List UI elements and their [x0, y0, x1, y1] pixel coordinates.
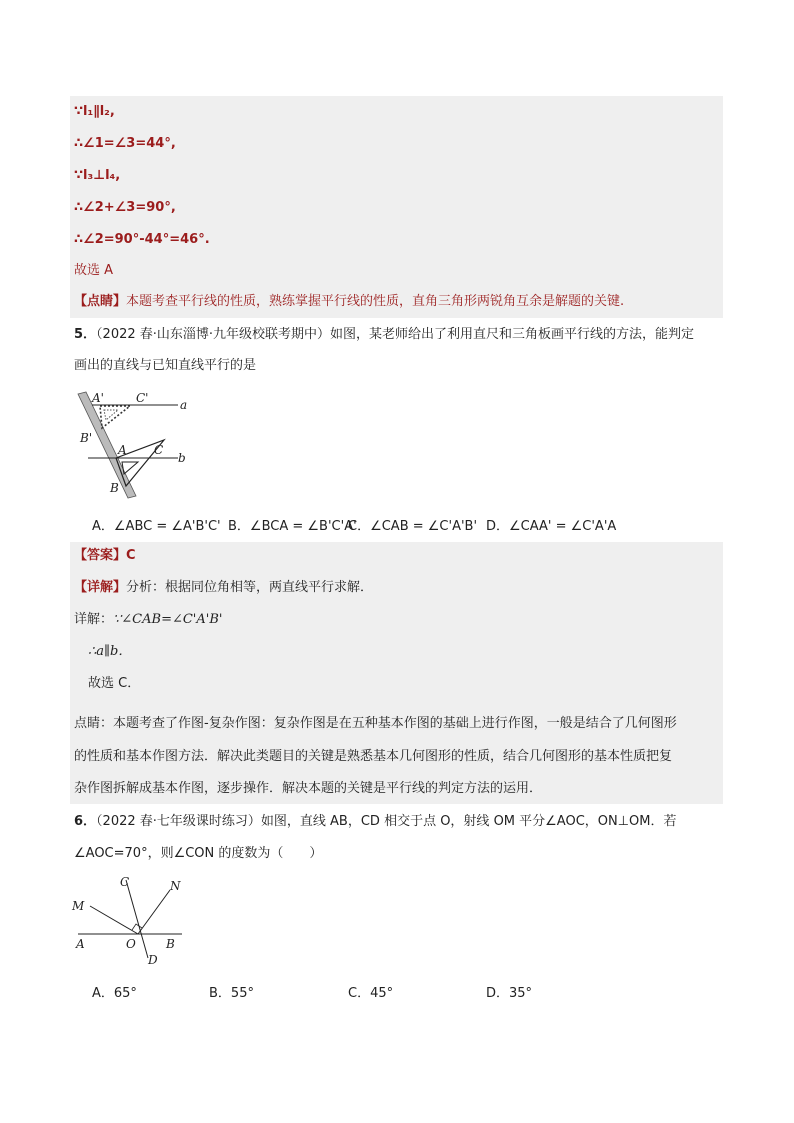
comment-label: 点睛：	[74, 716, 114, 731]
q5-stem-line-1	[74, 325, 694, 345]
label-N: N	[170, 879, 181, 893]
q5-source: （2022 春·山东淄博·九年级校联考期中）	[96, 327, 331, 342]
q6-angle-figure	[70, 872, 190, 968]
comment-tag: 【点睛】	[74, 294, 127, 309]
label-M: M	[72, 899, 85, 913]
label-D: D	[148, 953, 158, 967]
label-b: b	[178, 451, 186, 465]
right-angle-mark	[132, 924, 142, 930]
ray-ON	[138, 890, 170, 934]
q5-text-1: 如图，某老师给出了利用直尺和三角板画平行线的方法，能判定	[330, 327, 695, 342]
q6-stem-line-1	[74, 812, 677, 832]
q6-option-d[interactable]: D．35°	[486, 986, 533, 1001]
dotted-triangle	[100, 406, 130, 428]
solution-line-2: ∴∠1=∠3=44°,	[74, 136, 176, 151]
q5-comment-3: 杂作图拆解成基本作图，逐步操作．解决本题的关键是平行线的判定方法的运用．	[74, 781, 543, 796]
q5-work-3: 故选 C．	[88, 676, 141, 691]
solution-line-5: ∴∠2=90°-44°=46°.	[74, 232, 210, 247]
label-a: a	[180, 398, 188, 412]
work-line-1: ∵∠CAB=∠C'A'B'	[113, 612, 223, 627]
label-A: A	[118, 443, 127, 457]
solution-choice: 故选 A	[74, 263, 114, 278]
q5-option-c[interactable]: C．∠CAB = ∠C'A'B'	[348, 519, 478, 534]
label-C: C	[120, 875, 130, 889]
label-C: C	[154, 443, 164, 457]
q6-number: 6．	[74, 814, 97, 829]
q6-source: （2022 春·七年级课时练习）	[96, 814, 261, 829]
solution-line-3: ∵l₃⊥l₄,	[74, 168, 121, 183]
comment-line-1: 本题考查了作图-复杂作图：复杂作图是在五种基本作图的基础上进行作图，一般是结合了几何图形	[113, 716, 677, 731]
label-A-prime: A'	[92, 391, 104, 405]
answer-tag: 【答案】	[74, 548, 127, 563]
label-B: B	[110, 481, 119, 495]
q5-number: 5．	[74, 327, 97, 342]
q5-work-2: ∴a∥b．	[88, 644, 132, 659]
q6-option-a[interactable]: A．65°	[92, 986, 137, 1001]
label-O: O	[126, 937, 136, 951]
q5-option-a[interactable]: A．∠ABC = ∠A'B'C'	[92, 519, 221, 534]
q5-answer	[74, 546, 136, 566]
q5-detail	[74, 578, 373, 598]
answer-value: C	[126, 548, 136, 563]
label-A: A	[76, 937, 85, 951]
label-C-prime: C'	[136, 391, 149, 405]
work-label: 详解：	[74, 612, 114, 627]
solution-line-4: ∴∠2+∠3=90°,	[74, 200, 176, 215]
solution-line-1: ∵l₁∥l₂,	[74, 104, 115, 119]
q6-stem-line-2: ∠AOC=70°，则∠CON 的度数为（ ）	[74, 846, 323, 861]
q6-option-c[interactable]: C．45°	[348, 986, 394, 1001]
q5-ruler-figure	[74, 388, 204, 500]
q5-option-d[interactable]: D．∠CAA' = ∠C'A'A	[486, 519, 617, 534]
q6-option-b[interactable]: B．55°	[209, 986, 254, 1001]
label-B: B	[166, 937, 175, 951]
ray-OM	[90, 906, 138, 934]
q5-stem-line-2: 画出的直线与已知直线平行的是	[74, 358, 257, 373]
detail-text: 分析：根据同位角相等，两直线平行求解．	[126, 580, 374, 595]
solution-comment	[74, 292, 624, 312]
q5-comment-1	[74, 714, 677, 734]
q5-option-b[interactable]: B．∠BCA = ∠B'C'A'	[228, 519, 357, 534]
dotted-inner-triangle	[104, 410, 118, 420]
q6-text-1: 如图，直线 AB，CD 相交于点 O，射线 OM 平分∠AOC，ON⊥OM．若	[260, 814, 677, 829]
q5-work-1	[74, 610, 222, 630]
comment-text: 本题考查平行线的性质，熟练掌握平行线的性质，直角三角形两锐角互余是解题的关键.	[126, 294, 625, 309]
label-B-prime: B'	[80, 431, 93, 445]
detail-tag: 【详解】	[74, 580, 127, 595]
q5-comment-2: 的性质和基本作图方法．解决此类题目的关键是熟悉基本几何图形的性质，结合几何图形的基本性质把复	[74, 749, 673, 764]
